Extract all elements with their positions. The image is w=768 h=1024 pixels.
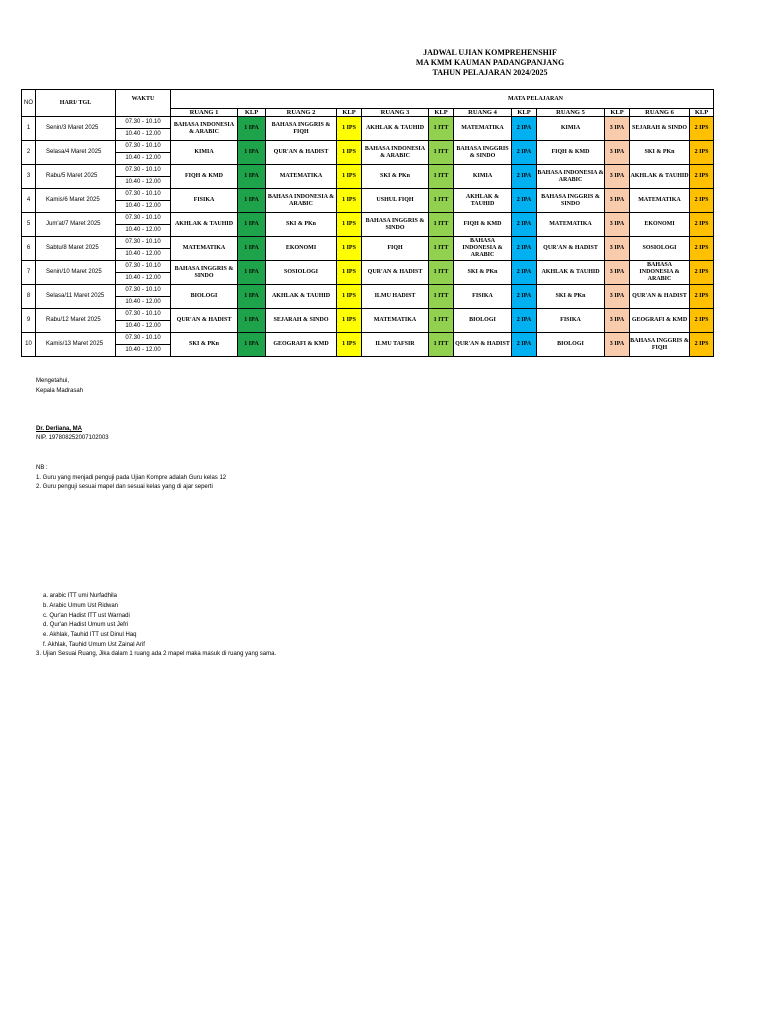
subject-cell: FIQH & KMD [537, 141, 605, 165]
row-date: Selasa/4 Maret 2025 [36, 141, 116, 165]
header-time: WAKTU [116, 90, 171, 117]
subject-cell: MATEMATIKA [266, 165, 337, 189]
subject-cell: AKHLAK & TAUHID [537, 261, 605, 285]
row-number: 6 [22, 237, 36, 261]
subject-cell: KIMIA [454, 165, 512, 189]
subject-cell: BAHASA INGGRIS & SINDO [171, 261, 238, 285]
subject-cell: BAHASA INGGRIS & FIQH [630, 333, 690, 357]
table-row [22, 117, 714, 129]
table-row [22, 261, 714, 273]
header-subjects: MATA PELAJARAN [171, 90, 714, 109]
subject-cell: BAHASA INDONESIA & ARABIC [537, 165, 605, 189]
klp-cell: 2 IPS [690, 285, 714, 309]
klp-cell: 3 IPA [605, 285, 630, 309]
table-row [22, 285, 714, 297]
klp-cell: 3 IPA [605, 309, 630, 333]
subject-cell: QUR'AN & HADIST [266, 141, 337, 165]
klp-cell: 2 IPS [690, 333, 714, 357]
klp-cell: 2 IPA [512, 285, 537, 309]
klp-cell: 1 IPS [337, 141, 362, 165]
row-number: 10 [22, 333, 36, 357]
subject-cell: EKONOMI [630, 213, 690, 237]
subject-cell: MATEMATIKA [454, 117, 512, 141]
klp-cell: 2 IPS [690, 261, 714, 285]
acknowledged-label: Mengetahui, [36, 378, 70, 384]
row-number: 4 [22, 189, 36, 213]
subject-cell: BAHASA INDONESIA & ARABIC [630, 261, 690, 285]
klp-cell: 3 IPA [605, 333, 630, 357]
row-date: Jum'at/7 Maret 2025 [36, 213, 116, 237]
subject-cell: QUR'AN & HADIST [630, 285, 690, 309]
klp-cell: 3 IPA [605, 237, 630, 261]
time-slot-1: 07.30 - 10.10 [116, 189, 171, 201]
time-slot-2: 10.40 - 12.00 [116, 345, 171, 357]
row-date: Rabu/12 Maret 2025 [36, 309, 116, 333]
time-slot-1: 07.30 - 10.10 [116, 213, 171, 225]
klp-cell: 2 IPA [512, 117, 537, 141]
klp-header-4: KLP [512, 109, 537, 117]
header-no: NO [22, 90, 36, 117]
subject-cell: KIMIA [171, 141, 238, 165]
room-header-1: RUANG 1 [171, 109, 238, 117]
room-header-3: RUANG 3 [362, 109, 429, 117]
klp-cell: 1 ITT [429, 333, 454, 357]
klp-cell: 2 IPS [690, 117, 714, 141]
note-sub-d: d. Qur'an Hadist Umum ust Jefri [43, 622, 129, 628]
note-sub-b: b. Arabic Umum Ust Ridwan [43, 603, 119, 609]
klp-cell: 1 IPS [337, 165, 362, 189]
subject-cell: BAHASA INGGRIS & FIQH [266, 117, 337, 141]
subject-cell: SKI & PKn [630, 141, 690, 165]
time-slot-2: 10.40 - 12.00 [116, 129, 171, 141]
subject-cell: KIMIA [537, 117, 605, 141]
row-date: Rabu/5 Maret 2025 [36, 165, 116, 189]
note-sub-a: a. arabic ITT umi Nurfadhila [43, 593, 117, 599]
time-slot-1: 07.30 - 10.10 [116, 237, 171, 249]
row-number: 9 [22, 309, 36, 333]
klp-cell: 1 IPA [238, 261, 266, 285]
row-date: Kamis/13 Maret 2025 [36, 333, 116, 357]
subject-cell: ILMU HADIST [362, 285, 429, 309]
klp-header-1: KLP [238, 109, 266, 117]
subject-cell: FISIKA [537, 309, 605, 333]
subject-cell: AKHLAK & TAUHID [171, 213, 238, 237]
table-row [22, 333, 714, 345]
subject-cell: SKI & PKn [266, 213, 337, 237]
subject-cell: GEOGRAFI & KMD [266, 333, 337, 357]
subject-cell: BIOLOGI [537, 333, 605, 357]
table-row [22, 165, 714, 177]
klp-cell: 2 IPS [690, 189, 714, 213]
klp-cell: 1 ITT [429, 141, 454, 165]
subject-cell: BAHASA INDONESIA & ARABIC [171, 117, 238, 141]
subject-cell: SEJARAH & SINDO [266, 309, 337, 333]
subject-cell: FIQH [362, 237, 429, 261]
klp-cell: 1 ITT [429, 309, 454, 333]
subject-cell: AKHLAK & TAUHID [630, 165, 690, 189]
note-sub-c: c. Qur'an Hadist ITT ust Warnadi [43, 613, 130, 619]
klp-cell: 3 IPA [605, 213, 630, 237]
row-number: 2 [22, 141, 36, 165]
time-slot-1: 07.30 - 10.10 [116, 261, 171, 273]
subject-cell: MATEMATIKA [171, 237, 238, 261]
room-header-2: RUANG 2 [266, 109, 337, 117]
subject-cell: BAHASA INGGRIS & SINDO [454, 141, 512, 165]
klp-cell: 1 IPS [337, 237, 362, 261]
academic-year: TAHUN PELAJARAN 2024/2025 [432, 68, 548, 77]
klp-cell: 1 ITT [429, 165, 454, 189]
klp-cell: 3 IPA [605, 261, 630, 285]
klp-cell: 2 IPS [690, 213, 714, 237]
subject-cell: QUR'AN & HADIST [454, 333, 512, 357]
time-slot-2: 10.40 - 12.00 [116, 249, 171, 261]
klp-cell: 2 IPS [690, 309, 714, 333]
school-name: MA KMM KAUMAN PADANGPANJANG [415, 58, 565, 67]
klp-cell: 1 IPA [238, 165, 266, 189]
row-number: 8 [22, 285, 36, 309]
subject-cell: BIOLOGI [454, 309, 512, 333]
row-number: 7 [22, 261, 36, 285]
klp-cell: 1 ITT [429, 117, 454, 141]
note-2: 2. Guru penguji sesuai mapel dan sesuai kelas yang di ajar seperti [36, 484, 213, 490]
klp-cell: 1 IPS [337, 285, 362, 309]
time-slot-2: 10.40 - 12.00 [116, 177, 171, 189]
klp-cell: 2 IPA [512, 333, 537, 357]
subject-cell: MATEMATIKA [362, 309, 429, 333]
klp-cell: 1 IPA [238, 237, 266, 261]
time-slot-2: 10.40 - 12.00 [116, 153, 171, 165]
klp-cell: 2 IPA [512, 189, 537, 213]
note-sub-e: e. Akhlak, Tauhid ITT ust Dinul Haq [43, 632, 137, 638]
note-sub-f: f. Akhlak, Tauhid Umum Ust Zainal Arif [43, 642, 145, 648]
klp-cell: 1 IPS [337, 261, 362, 285]
table-row [22, 189, 714, 201]
row-date: Sabtu/8 Maret 2025 [36, 237, 116, 261]
klp-cell: 2 IPS [690, 237, 714, 261]
klp-cell: 1 ITT [429, 261, 454, 285]
klp-cell: 2 IPA [512, 237, 537, 261]
subject-cell: EKONOMI [266, 237, 337, 261]
subject-cell: BAHASA INDONESIA & ARABIC [454, 237, 512, 261]
subject-cell: AKHLAK & TAUHID [266, 285, 337, 309]
subject-cell: SKI & PKn [362, 165, 429, 189]
subject-cell: BAHASA INGGRIS & SINDO [362, 213, 429, 237]
subject-cell: SKI & PKn [454, 261, 512, 285]
row-number: 5 [22, 213, 36, 237]
subject-cell: FIQH & KMD [454, 213, 512, 237]
room-header-6: RUANG 6 [630, 109, 690, 117]
subject-cell: FIQH & KMD [171, 165, 238, 189]
klp-cell: 1 ITT [429, 189, 454, 213]
exam-schedule-table [21, 89, 714, 357]
klp-header-6: KLP [690, 109, 714, 117]
subject-cell: SKI & PKn [171, 333, 238, 357]
klp-cell: 2 IPA [512, 309, 537, 333]
room-header-5: RUANG 5 [537, 109, 605, 117]
klp-cell: 2 IPS [690, 165, 714, 189]
time-slot-2: 10.40 - 12.00 [116, 297, 171, 309]
klp-cell: 1 IPA [238, 117, 266, 141]
klp-cell: 1 IPA [238, 141, 266, 165]
klp-cell: 1 IPA [238, 189, 266, 213]
time-slot-1: 07.30 - 10.10 [116, 117, 171, 129]
subject-cell: FISIKA [171, 189, 238, 213]
subject-cell: SKI & PKn [537, 285, 605, 309]
row-date: Kamis/6 Maret 2025 [36, 189, 116, 213]
subject-cell: AKHLAK & TAUHID [454, 189, 512, 213]
subject-cell: BAHASA INGGRIS & SINDO [537, 189, 605, 213]
subject-cell: BIOLOGI [171, 285, 238, 309]
klp-cell: 1 IPA [238, 333, 266, 357]
klp-cell: 1 IPS [337, 117, 362, 141]
row-number: 3 [22, 165, 36, 189]
time-slot-1: 07.30 - 10.10 [116, 309, 171, 321]
klp-cell: 1 IPA [238, 213, 266, 237]
klp-header-5: KLP [605, 109, 630, 117]
time-slot-2: 10.40 - 12.00 [116, 225, 171, 237]
table-row [22, 309, 714, 321]
klp-header-3: KLP [429, 109, 454, 117]
nb-label: NB : [36, 465, 48, 471]
row-number: 1 [22, 117, 36, 141]
time-slot-1: 07.30 - 10.10 [116, 333, 171, 345]
row-date: Senin/10 Maret 2025 [36, 261, 116, 285]
klp-cell: 3 IPA [605, 189, 630, 213]
table-row [22, 237, 714, 249]
row-date: Senin/3 Maret 2025 [36, 117, 116, 141]
klp-cell: 1 IPS [337, 189, 362, 213]
subject-cell: QUR'AN & HADIST [537, 237, 605, 261]
klp-cell: 2 IPA [512, 213, 537, 237]
subject-cell: MATEMATIKA [537, 213, 605, 237]
klp-cell: 2 IPA [512, 261, 537, 285]
subject-cell: SOSIOLOGI [630, 237, 690, 261]
subject-cell: QUR'AN & HADIST [171, 309, 238, 333]
klp-cell: 1 IPS [337, 309, 362, 333]
subject-cell: BAHASA INDONESIA & ARABIC [362, 141, 429, 165]
subject-cell: AKHLAK & TAUHID [362, 117, 429, 141]
klp-cell: 3 IPA [605, 117, 630, 141]
klp-cell: 2 IPA [512, 141, 537, 165]
klp-cell: 1 ITT [429, 285, 454, 309]
table-row [22, 141, 714, 153]
subject-cell: GEOGRAFI & KMD [630, 309, 690, 333]
subject-cell: SEJARAH & SINDO [630, 117, 690, 141]
klp-cell: 3 IPA [605, 165, 630, 189]
klp-cell: 1 ITT [429, 213, 454, 237]
klp-cell: 1 IPS [337, 213, 362, 237]
subject-cell: USHUL FIQH [362, 189, 429, 213]
subject-cell: FISIKA [454, 285, 512, 309]
klp-cell: 1 IPA [238, 285, 266, 309]
note-1: 1. Guru yang menjadi penguji pada Ujian Kompre adalah Guru kelas 12 [36, 475, 227, 481]
time-slot-1: 07.30 - 10.10 [116, 165, 171, 177]
subject-cell: MATEMATIKA [630, 189, 690, 213]
klp-cell: 1 IPS [337, 333, 362, 357]
room-header-4: RUANG 4 [454, 109, 512, 117]
time-slot-1: 07.30 - 10.10 [116, 141, 171, 153]
klp-header-2: KLP [337, 109, 362, 117]
subject-cell: ILMU TAFSIR [362, 333, 429, 357]
subject-cell: BAHASA INDONESIA & ARABIC [266, 189, 337, 213]
subject-cell: QUR'AN & HADIST [362, 261, 429, 285]
document-title: JADWAL UJIAN KOMPREHENSHIF [423, 48, 557, 57]
time-slot-2: 10.40 - 12.00 [116, 273, 171, 285]
header-day: HARI/ TGL [36, 90, 116, 117]
note-3: 3. Ujian Sesuai Ruang, Jika dalam 1 ruang ada 2 mapel maka masuk di ruang yang sama. [36, 651, 277, 657]
klp-cell: 1 IPA [238, 309, 266, 333]
klp-cell: 1 ITT [429, 237, 454, 261]
table-row [22, 213, 714, 225]
klp-cell: 2 IPA [512, 165, 537, 189]
time-slot-2: 10.40 - 12.00 [116, 201, 171, 213]
principal-name: Dr. Derliana, MA [36, 426, 83, 432]
subject-cell: SOSIOLOGI [266, 261, 337, 285]
row-date: Selasa/11 Maret 2025 [36, 285, 116, 309]
principal-nip: NIP. 197808252007102003 [36, 435, 109, 441]
time-slot-2: 10.40 - 12.00 [116, 321, 171, 333]
klp-cell: 3 IPA [605, 141, 630, 165]
principal-label: Kepala Madrasah [36, 388, 84, 394]
time-slot-1: 07.30 - 10.10 [116, 285, 171, 297]
klp-cell: 2 IPS [690, 141, 714, 165]
